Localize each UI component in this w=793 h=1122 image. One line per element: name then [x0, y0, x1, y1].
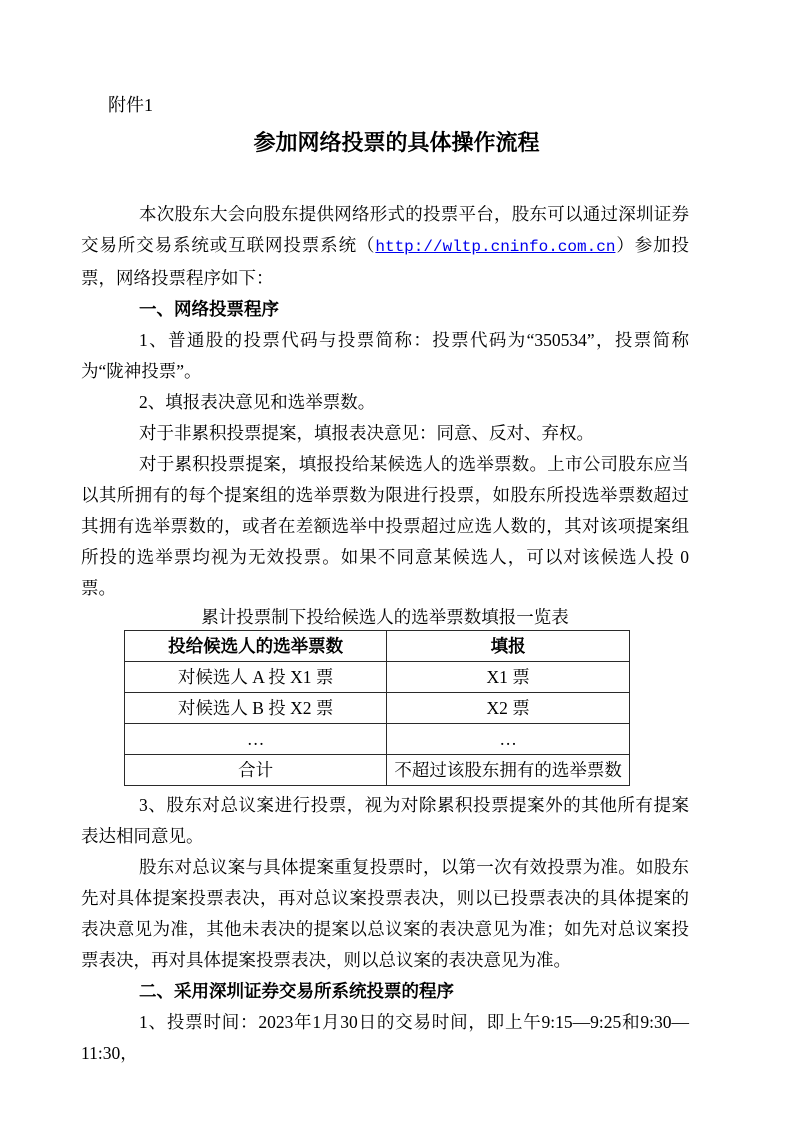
- table-row: [125, 693, 630, 724]
- intro-paragraph: [81, 199, 689, 294]
- section2-heading: 二、采用深圳证券交易所系统投票的程序: [139, 981, 454, 1001]
- document-title: 参加网络投票的具体操作流程: [253, 130, 540, 155]
- paragraph-general-motion: 3、股东对总议案进行投票，视为对除累积投票提案外的其他所有提案表达相同意见。: [81, 795, 689, 846]
- table-cell-total-limit: 不超过该股东拥有的选举票数: [387, 755, 630, 786]
- table-row: [125, 755, 630, 786]
- table-cell-x1: X1 票: [387, 662, 630, 693]
- paragraph-repeat-vote: 股东对总议案与具体提案重复投票时，以第一次有效投票为准。如股东先对具体提案投票表决，再对总议案投票表决，则以已投票表决的具体提案的表决意见为准，其他未表决的提案以总议案的表决意见为准；如先对总议案投票表决，再对具体提案投票表决，则以总议案的表决意见为准。: [81, 857, 689, 970]
- table-header-row: [125, 631, 630, 662]
- paragraph-fill-opinions: 2、填报表决意见和选举票数。: [139, 392, 376, 412]
- annex-label: 附件1: [108, 95, 153, 115]
- table-caption: 累计投票制下投给候选人的选举票数填报一览表: [201, 607, 569, 627]
- table-row: [125, 724, 630, 755]
- cumulative-voting-table: [124, 630, 630, 786]
- table-cell-candidate-b: 对候选人 B 投 X2 票: [125, 693, 387, 724]
- section1-heading: 一、网络投票程序: [139, 299, 279, 319]
- paragraph-vote-time: 1、投票时间：2023年1月30日的交易时间，即上午9:15—9:25和9:30—11:30，: [81, 1012, 689, 1063]
- document-body: [81, 199, 689, 1069]
- table-cell-candidate-a: 对候选人 A 投 X1 票: [125, 662, 387, 693]
- table-cell-ellipsis-left: …: [125, 724, 387, 755]
- table-header-votes: 投给候选人的选举票数: [125, 631, 387, 662]
- paragraph-cumulative: 对于累积投票提案，填报投给某候选人的选举票数。上市公司股东应当以其所拥有的每个提案组的选举票数为限进行投票，如股东所投选举票数超过其拥有选举票数的，或者在差额选举中投票超过应选人数的，其对该项提案组所投的选举票均视为无效投票。如果不同意某候选人，可以对该候选人投 0 票。: [81, 454, 689, 598]
- table-cell-x2: X2 票: [387, 693, 630, 724]
- voting-system-link[interactable]: http://wltp.cninfo.com.cn: [375, 238, 616, 256]
- intro-text-before-link: 本次股东大会向股东提供网络形式的投票平台，股东可以通过深圳证券交易所交易系统或互联网投票系统（: [81, 204, 689, 255]
- intro-text-after-link: ）参加投票，网络投票程序如下：: [81, 235, 690, 288]
- table-cell-ellipsis-right: …: [387, 724, 630, 755]
- table-row: [125, 662, 630, 693]
- paragraph-vote-code: 1、普通股的投票代码与投票简称：投票代码为“350534”，投票简称为“陇神投票”。: [81, 330, 689, 381]
- paragraph-non-cumulative: 对于非累积投票提案，填报表决意见：同意、反对、弃权。: [139, 423, 594, 443]
- table-cell-total: 合计: [125, 755, 387, 786]
- table-header-fill: 填报: [387, 631, 630, 662]
